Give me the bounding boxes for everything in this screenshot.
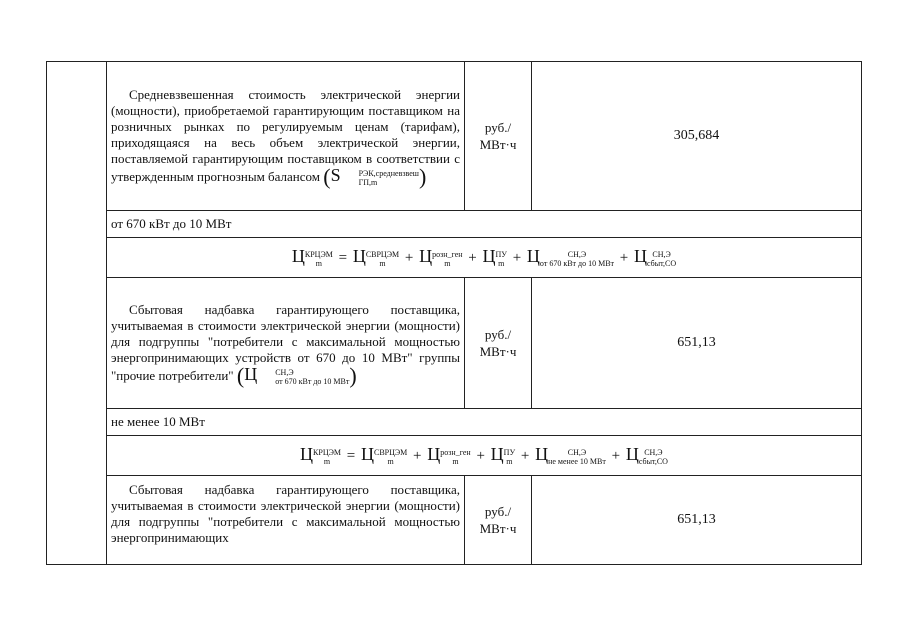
- table-row: [47, 476, 862, 565]
- section-row: [47, 211, 862, 238]
- table-row: [47, 278, 862, 409]
- index-cell: [47, 62, 107, 565]
- formula-cell: Ц КРЦЭМ m = Ц СВРЦЭМ m + Ц розн_ген m + Ц ПУ m + Ц СН,Э от 670 кВт до 10 МВт + Ц СН,Э сбыт,СО: [107, 238, 862, 278]
- value-cell: 651,13: [532, 476, 862, 565]
- value-cell: 305,684: [532, 62, 862, 211]
- unit-cell: руб./МВт·ч: [465, 476, 532, 565]
- unit-cell: руб./МВт·ч: [465, 278, 532, 409]
- description-cell: [107, 62, 465, 211]
- section-title: от 670 кВт до 10 МВт: [107, 211, 862, 238]
- description-cell: [107, 476, 465, 565]
- description-cell: [107, 278, 465, 409]
- formula-symbol: (S РЭК,средневзвеш ГП,m ): [323, 163, 427, 189]
- table-row: [47, 62, 862, 211]
- unit-cell: руб./МВт·ч: [465, 62, 532, 211]
- formula-row: [47, 238, 862, 278]
- value-cell: 651,13: [532, 278, 862, 409]
- description-text: Средневзвешенная стоимость электрической энергии (мощности), приобретаемой гарантирующим поставщиком на розничных рынках по регулируемым ценам (тарифам), приходящаяся на весь объем электрической энергии, поставляемой гарантирующим поставщиком в соответствии с утвержденным прогнозным балансом: [111, 86, 460, 184]
- formula-symbol: (Ц СН,Э от 670 кВт до 10 МВт ): [236, 362, 357, 388]
- tariff-table: [46, 61, 862, 565]
- description-text: Сбытовая надбавка гарантирующего поставщика, учитываемая в стоимости электрической энергии (мощности) для подгруппы "потребители с максимальной мощностью энергопринимающих: [111, 482, 460, 545]
- section-row: [47, 409, 862, 436]
- description-text: Сбытовая надбавка гарантирующего поставщика, учитываемая в стоимости электрической энергии (мощности) для подгруппы "потребители с максимальной мощностью энергопринимающих устройств от 670 до 10 МВт" группы "прочие потребители": [111, 301, 460, 383]
- section-title: не менее 10 МВт: [107, 409, 862, 436]
- formula-row: [47, 436, 862, 476]
- formula-cell: Ц КРЦЭМ m = Ц СВРЦЭМ m + Ц розн_ген m + Ц ПУ m + Ц СН,Э не менее 10 МВт + Ц СН,Э сбыт,СО: [107, 436, 862, 476]
